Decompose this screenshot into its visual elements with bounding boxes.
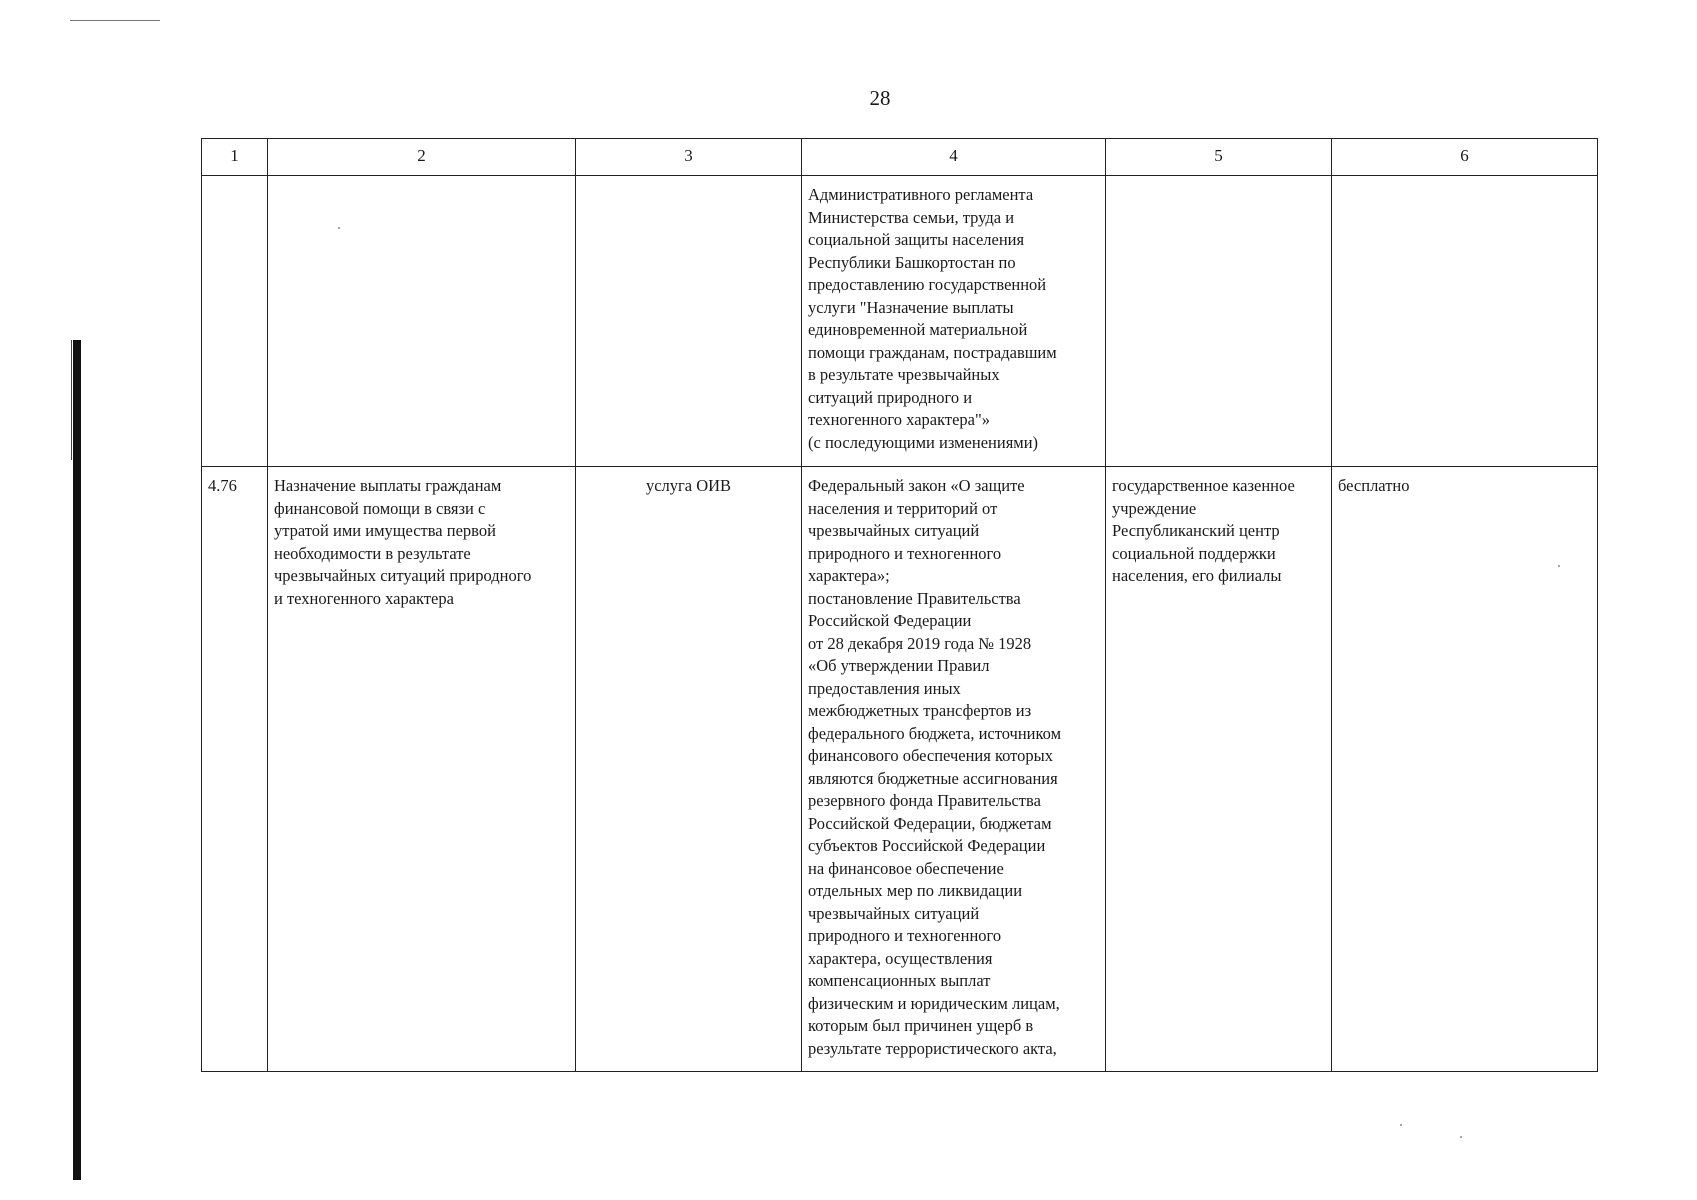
text-line: ситуаций природного и	[808, 387, 973, 407]
text-line: чрезвычайных ситуаций	[808, 903, 980, 923]
text-line: Назначение выплаты гражданам	[274, 476, 502, 495]
text-line: федерального бюджета, источником	[808, 723, 1062, 743]
column-header-3: 3	[576, 139, 802, 176]
legal-basis-cell	[802, 467, 1106, 1072]
scan-speck	[1558, 565, 1560, 567]
text-line: на финансовое обеспечение	[808, 858, 1004, 878]
text-line: необходимости в результате	[274, 543, 471, 563]
text-line: которым был причинен ущерб в	[808, 1016, 1034, 1035]
text-line: социальной поддержки	[1112, 543, 1276, 563]
table-header-row	[202, 139, 1598, 176]
cont-cell-fee	[1332, 176, 1598, 467]
text-line: Административного регламента	[808, 185, 1034, 204]
text-line: результате террористического акта,	[808, 1038, 1057, 1058]
text-line: чрезвычайных ситуаций	[808, 521, 980, 540]
text-line: населения, его филиалы	[1112, 566, 1282, 585]
text-line: резервного фонда Правительства	[808, 791, 1041, 810]
cont-cell-number	[202, 176, 268, 467]
fee-cell: бесплатно	[1332, 467, 1598, 1072]
cont-cell-provider	[1106, 176, 1332, 467]
text-line: Российской Федерации	[808, 611, 972, 630]
column-header-1: 1	[202, 139, 268, 176]
text-line: постановление Правительства	[808, 588, 1021, 608]
text-line: финансовой помощи в связи с	[274, 498, 486, 518]
text-line: характера, осуществления	[808, 948, 993, 968]
text-line: характера»;	[808, 566, 890, 585]
column-header-2: 2	[268, 139, 576, 176]
scan-artifact-top-line	[70, 20, 160, 21]
text-line: компенсационных выплат	[808, 971, 991, 990]
provider-cell	[1106, 467, 1332, 1072]
text-line: (с последующими изменениями)	[808, 432, 1039, 452]
column-header-6: 6	[1332, 139, 1598, 176]
text-line: населения и территорий от	[808, 498, 998, 518]
text-line: предоставления иных	[808, 678, 961, 698]
table-row-continuation	[202, 176, 1598, 467]
text-line: учреждение	[1112, 498, 1197, 518]
text-line: являются бюджетные ассигнования	[808, 768, 1058, 788]
text-line: финансового обеспечения которых	[808, 746, 1054, 765]
text-line: Республиканский центр	[1112, 521, 1280, 540]
text-line: отдельных мер по ликвидации	[808, 881, 1023, 900]
text-line: предоставлению государственной	[808, 275, 1047, 294]
cont-cell-legal-basis	[802, 176, 1106, 467]
scan-artifact-left-bar	[73, 340, 81, 1180]
scan-artifact-left-thin-line	[71, 340, 72, 460]
column-header-4: 4	[802, 139, 1106, 176]
text-line: природного и техногенного	[808, 926, 1002, 945]
text-line: услуги "Назначение выплаты	[808, 297, 1014, 317]
service-type-cell: услуга ОИВ	[576, 467, 802, 1072]
text-line: техногенного характера"»	[808, 410, 990, 429]
text-line: природного и техногенного	[808, 543, 1002, 563]
text-line: Федеральный закон «О защите	[808, 476, 1025, 495]
text-line: Министерства семьи, труда и	[808, 207, 1015, 227]
table-row-4-76	[202, 467, 1598, 1072]
scan-speck	[1400, 1124, 1402, 1126]
text-line: межбюджетных трансфертов из	[808, 701, 1032, 720]
row-number-cell: 4.76	[202, 467, 268, 1072]
text-line: социальной защиты населения	[808, 230, 1025, 249]
text-line: субъектов Российской Федерации	[808, 836, 1046, 855]
text-line: Республики Башкортостан по	[808, 252, 1016, 272]
text-line: Российской Федерации, бюджетам	[808, 813, 1052, 833]
text-line: «Об утверждении Правил	[808, 656, 990, 675]
cont-cell-type	[576, 176, 802, 467]
page-number: 28	[869, 86, 891, 110]
text-line: в результате чрезвычайных	[808, 365, 1000, 384]
text-line: чрезвычайных ситуаций природного	[274, 566, 532, 585]
column-header-5: 5	[1106, 139, 1332, 176]
text-line: физическим и юридическим лицам,	[808, 993, 1060, 1013]
services-table	[201, 138, 1598, 1072]
text-line: помощи гражданам, пострадавшим	[808, 342, 1057, 362]
cont-cell-name	[268, 176, 576, 467]
text-line: от 28 декабря 2019 года № 1928	[808, 633, 1032, 653]
text-line: и техногенного характера	[274, 588, 454, 608]
text-line: государственное казенное	[1112, 476, 1295, 495]
scan-speck	[1460, 1136, 1462, 1138]
service-name-cell	[268, 467, 576, 1072]
text-line: утратой ими имущества первой	[274, 521, 496, 540]
text-line: единовременной материальной	[808, 320, 1028, 339]
scan-speck	[338, 227, 340, 229]
